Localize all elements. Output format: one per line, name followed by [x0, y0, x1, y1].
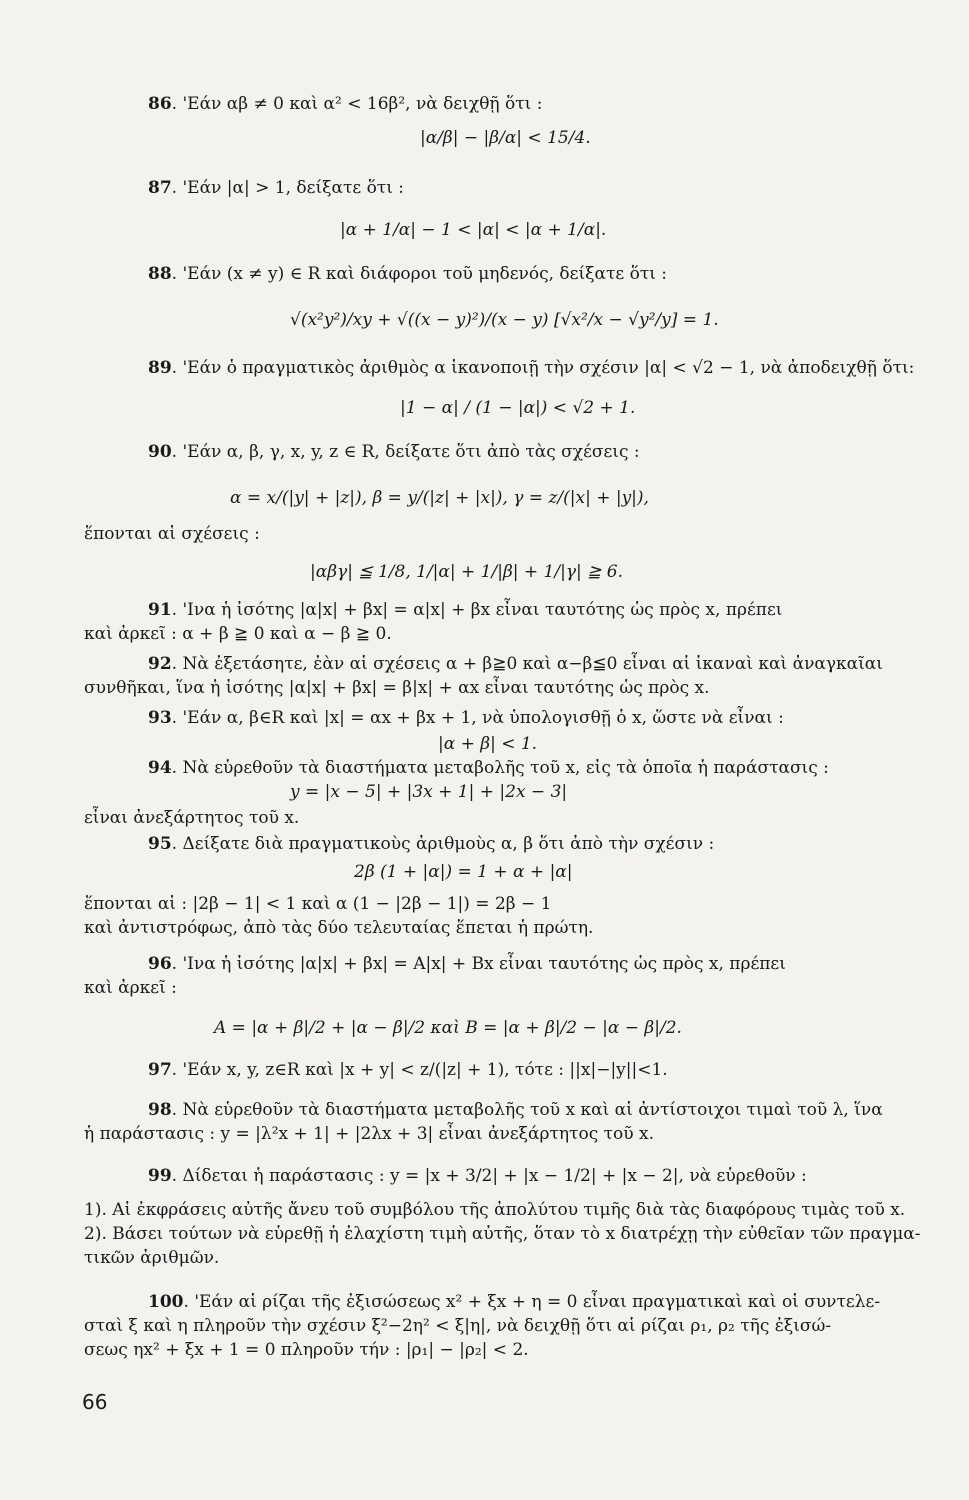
- problem-text-cont: καὶ ἀρκεῖ :: [84, 978, 177, 998]
- problem-text: Δείξατε διὰ πραγματικοὺς ἀριθμοὺς α, β ὅτι ἀπὸ τὴν σχέσιν :: [182, 834, 715, 854]
- problem-87: 87. 'Εάν |α| > 1, δείξατε ὅτι :: [148, 178, 404, 198]
- problem-95-follow: [84, 892, 939, 940]
- problem-text: 'Εάν x, y, z∈R καὶ |x + y| < z/(|z| + 1), τότε : ||x|−|y||<1.: [182, 1060, 668, 1080]
- problem-text: 'Εάν αἱ ρίζαι τῆς ἐξισώσεως x² + ξx + η = 0 εἶναι πραγματικαὶ καὶ οἱ συντελε-: [194, 1292, 881, 1312]
- problem-96: 96. 'Ινα ἡ ἰσότης |α|x| + βx| = A|x| + Bx εἶναι ταυτότης ὡς πρὸς x, πρέπει καὶ ἀρκεῖ :: [84, 952, 939, 1000]
- problem-number: 86: [148, 94, 172, 114]
- problem-number: 94: [148, 758, 172, 778]
- problem-95: 95. Δείξατε διὰ πραγματικοὺς ἀριθμοὺς α, β ὅτι ἀπὸ τὴν σχέσιν :: [148, 834, 715, 854]
- formula-90-b: |αβγ| ≦ 1/8, 1/|α| + 1/|β| + 1/|γ| ≧ 6.: [310, 562, 623, 582]
- problem-88: 88. 'Εάν (x ≠ y) ∈ R καὶ διάφοροι τοῦ μηδενός, δείξατε ὅτι :: [148, 264, 668, 284]
- problem-text: Νὰ ἐξετάσητε, ἐὰν αἱ σχέσεις α + β≧0 καὶ α−β≦0 εἶναι αἱ ἱκαναὶ καὶ ἀναγκαῖαι: [182, 654, 883, 674]
- follow-text: ἕπονται αἱ : |2β − 1| < 1 καὶ α (1 − |2β − 1|) = 2β − 1: [84, 894, 552, 914]
- formula-94: y = |x − 5| + |3x + 1| + |2x − 3|: [290, 782, 568, 802]
- follow-text: εἶναι ἀνεξάρτητος τοῦ x.: [84, 808, 300, 828]
- formula-95: 2β (1 + |α|) = 1 + α + |α|: [354, 862, 573, 882]
- problem-number: 87: [148, 178, 172, 198]
- formula-90-a: α = x/(|y| + |z|), β = y/(|z| + |x|), γ = z/(|x| + |y|),: [230, 488, 649, 508]
- problem-number: 89: [148, 358, 172, 378]
- problem-number: 99: [148, 1166, 172, 1186]
- problem-91: 91. 'Ινα ἡ ἰσότης |α|x| + βx| = α|x| + βx εἶναι ταυτότης ὡς πρὸς x, πρέπει καὶ ἀρκεῖ : α + β ≧ 0 καὶ α − β ≧ 0.: [84, 598, 939, 646]
- problem-text: 'Εάν α, β∈R καὶ |x| = αx + βx + 1, νὰ ὑπολογισθῇ ὁ x, ὥστε νὰ εἶναι :: [182, 708, 784, 728]
- problem-text-cont-2: σεως ηx² + ξx + 1 = 0 πληροῦν τήν : |ρ₁| − |ρ₂| < 2.: [84, 1340, 529, 1360]
- problem-number: 97: [148, 1060, 172, 1080]
- problem-98: 98. Νὰ εὑρεθοῦν τὰ διαστήματα μεταβολῆς τοῦ x καὶ αἱ ἀντίστοιχοι τιμαὶ τοῦ λ, ἵνα ἡ παράστασις : y = |λ²x + 1| + |2λx + 3| εἶναι ἀνεξάρτητος τοῦ x.: [84, 1098, 939, 1146]
- problem-text: 'Ινα ἡ ἰσότης |α|x| + βx| = α|x| + βx εἶναι ταυτότης ὡς πρὸς x, πρέπει: [182, 600, 783, 620]
- follow-text-2: καὶ ἀντιστρόφως, ἀπὸ τὰς δύο τελευταίας ἕπεται ἡ πρώτη.: [84, 918, 594, 938]
- follow-text: ἕπονται αἱ σχέσεις :: [84, 524, 260, 544]
- problem-number: 88: [148, 264, 172, 284]
- problem-89: 89. 'Εάν ὁ πραγματικὸς ἀριθμὸς α ἱκανοποιῇ τὴν σχέσιν |α| < √2 − 1, νὰ ἀποδειχθῇ ὅτι:: [148, 358, 915, 378]
- problem-number: 100: [148, 1292, 184, 1312]
- problem-text: Δίδεται ἡ παράστασις : y = |x + 3/2| + |x − 1/2| + |x − 2|, νὰ εὑρεθοῦν :: [182, 1166, 807, 1186]
- problem-94-follow: [84, 806, 939, 830]
- problem-text-cont-2: 2). Βάσει τούτων νὰ εὑρεθῇ ἡ ἐλαχίστη τιμὴ αὐτῆς, ὅταν τὸ x διατρέχῃ τὴν εὐθεῖαν τῶν πραγμα-: [84, 1224, 921, 1244]
- problem-94: 94. Νὰ εὑρεθοῦν τὰ διαστήματα μεταβολῆς τοῦ x, εἰς τὰ ὁποῖα ἡ παράστασις :: [148, 758, 829, 778]
- problem-97: 97. 'Εάν x, y, z∈R καὶ |x + y| < z/(|z| + 1), τότε : ||x|−|y||<1.: [148, 1060, 668, 1080]
- problem-text-cont: ἡ παράστασις : y = |λ²x + 1| + |2λx + 3| εἶναι ἀνεξάρτητος τοῦ x.: [84, 1124, 654, 1144]
- problem-text-cont: σταὶ ξ καὶ η πληροῦν τὴν σχέσιν ξ²−2η² < ξ|η|, νὰ δειχθῇ ὅτι αἱ ρίζαι ρ₁, ρ₂ τῆς ἐξισώ-: [84, 1316, 832, 1336]
- problem-text-cont: 1). Αἱ ἐκφράσεις αὐτῆς ἄνευ τοῦ συμβόλου τῆς ἀπολύτου τιμῆς διὰ τὰς διαφόρους τιμὰς τοῦ x.: [84, 1200, 906, 1220]
- formula-86: |α/β| − |β/α| < 15/4.: [420, 128, 591, 148]
- problem-number: 92: [148, 654, 172, 674]
- problem-text: Νὰ εὑρεθοῦν τὰ διαστήματα μεταβολῆς τοῦ x, εἰς τὰ ὁποῖα ἡ παράστασις :: [182, 758, 829, 778]
- problem-text: 'Εάν αβ ≠ 0 καὶ α² < 16β², νὰ δειχθῇ ὅτι :: [182, 94, 543, 114]
- formula-96: A = |α + β|/2 + |α − β|/2 καὶ B = |α + β|/2 − |α − β|/2.: [214, 1018, 682, 1038]
- problem-92: 92. Νὰ ἐξετάσητε, ἐὰν αἱ σχέσεις α + β≧0 καὶ α−β≦0 εἶναι αἱ ἱκαναὶ καὶ ἀναγκαῖαι συνθῆκαι, ἵνα ἡ ἰσότης |α|x| + βx| = β|x| + αx εἶναι ταυτότης ὡς πρὸς x.: [84, 652, 939, 700]
- formula-88: √(x²y²)/xy + √((x − y)²)/(x − y) [√x²/x − √y²/y] = 1.: [290, 310, 719, 330]
- problem-text: 'Εάν ὁ πραγματικὸς ἀριθμὸς α ἱκανοποιῇ τὴν σχέσιν |α| < √2 − 1, νὰ ἀποδειχθῇ ὅτι:: [182, 358, 915, 378]
- problem-text: Νὰ εὑρεθοῦν τὰ διαστήματα μεταβολῆς τοῦ x καὶ αἱ ἀντίστοιχοι τιμαὶ τοῦ λ, ἵνα: [182, 1100, 883, 1120]
- problem-number: 98: [148, 1100, 172, 1120]
- problem-number: 90: [148, 442, 172, 462]
- formula-87: |α + 1/α| − 1 < |α| < |α + 1/α|.: [340, 220, 607, 240]
- problem-text-cont: συνθῆκαι, ἵνα ἡ ἰσότης |α|x| + βx| = β|x| + αx εἶναι ταυτότης ὡς πρὸς x.: [84, 678, 710, 698]
- problem-86: 86. 'Εάν αβ ≠ 0 καὶ α² < 16β², νὰ δειχθῇ ὅτι :: [148, 94, 543, 114]
- problem-text: 'Εάν α, β, γ, x, y, z ∈ R, δείξατε ὅτι ἀπὸ τὰς σχέσεις :: [182, 442, 640, 462]
- problem-90-follow: [84, 522, 939, 546]
- problem-text: 'Εάν (x ≠ y) ∈ R καὶ διάφοροι τοῦ μηδενός, δείξατε ὅτι :: [182, 264, 668, 284]
- problem-99: 99. Δίδεται ἡ παράστασις : y = |x + 3/2| + |x − 1/2| + |x − 2|, νὰ εὑρεθοῦν : 1). Αἱ ἐκφράσεις αὐτῆς ἄνευ τοῦ συμβόλου τῆς ἀπολύτου τιμῆς διὰ τὰς διαφόρους τιμὰς τοῦ x. 2). Βάσει τούτων νὰ εὑρεθῇ ἡ ἐλαχίστη τιμὴ αὐτῆς, ὅταν τὸ x διατρέχῃ τὴν εὐθεῖαν τῶν πραγμα- τικῶν ἀριθμῶν.: [84, 1164, 939, 1270]
- formula-89: |1 − α| / (1 − |α|) < √2 + 1.: [400, 398, 636, 418]
- problem-text-cont-3: τικῶν ἀριθμῶν.: [84, 1248, 220, 1268]
- problem-number: 96: [148, 954, 172, 974]
- problem-93: 93. 'Εάν α, β∈R καὶ |x| = αx + βx + 1, νὰ ὑπολογισθῇ ὁ x, ὥστε νὰ εἶναι :: [148, 708, 784, 728]
- problem-text: 'Ινα ἡ ἰσότης |α|x| + βx| = A|x| + Bx εἶναι ταυτότης ὡς πρὸς x, πρέπει: [182, 954, 786, 974]
- problem-text: 'Εάν |α| > 1, δείξατε ὅτι :: [182, 178, 404, 198]
- problem-number: 91: [148, 600, 172, 620]
- problem-100: 100. 'Εάν αἱ ρίζαι τῆς ἐξισώσεως x² + ξx + η = 0 εἶναι πραγματικαὶ καὶ οἱ συντελε- σταὶ ξ καὶ η πληροῦν τὴν σχέσιν ξ²−2η² < ξ|η|, νὰ δειχθῇ ὅτι αἱ ρίζαι ρ₁, ρ₂ τῆς ἐξισώ- σεως ηx² + ξx + 1 = 0 πληροῦν τήν : |ρ₁| − |ρ₂| < 2.: [84, 1290, 939, 1362]
- page-number: 66: [82, 1390, 108, 1414]
- problem-90: 90. 'Εάν α, β, γ, x, y, z ∈ R, δείξατε ὅτι ἀπὸ τὰς σχέσεις :: [148, 442, 640, 462]
- problem-text-cont: καὶ ἀρκεῖ : α + β ≧ 0 καὶ α − β ≧ 0.: [84, 624, 392, 644]
- problem-number: 93: [148, 708, 172, 728]
- formula-93: |α + β| < 1.: [438, 734, 538, 754]
- problem-number: 95: [148, 834, 172, 854]
